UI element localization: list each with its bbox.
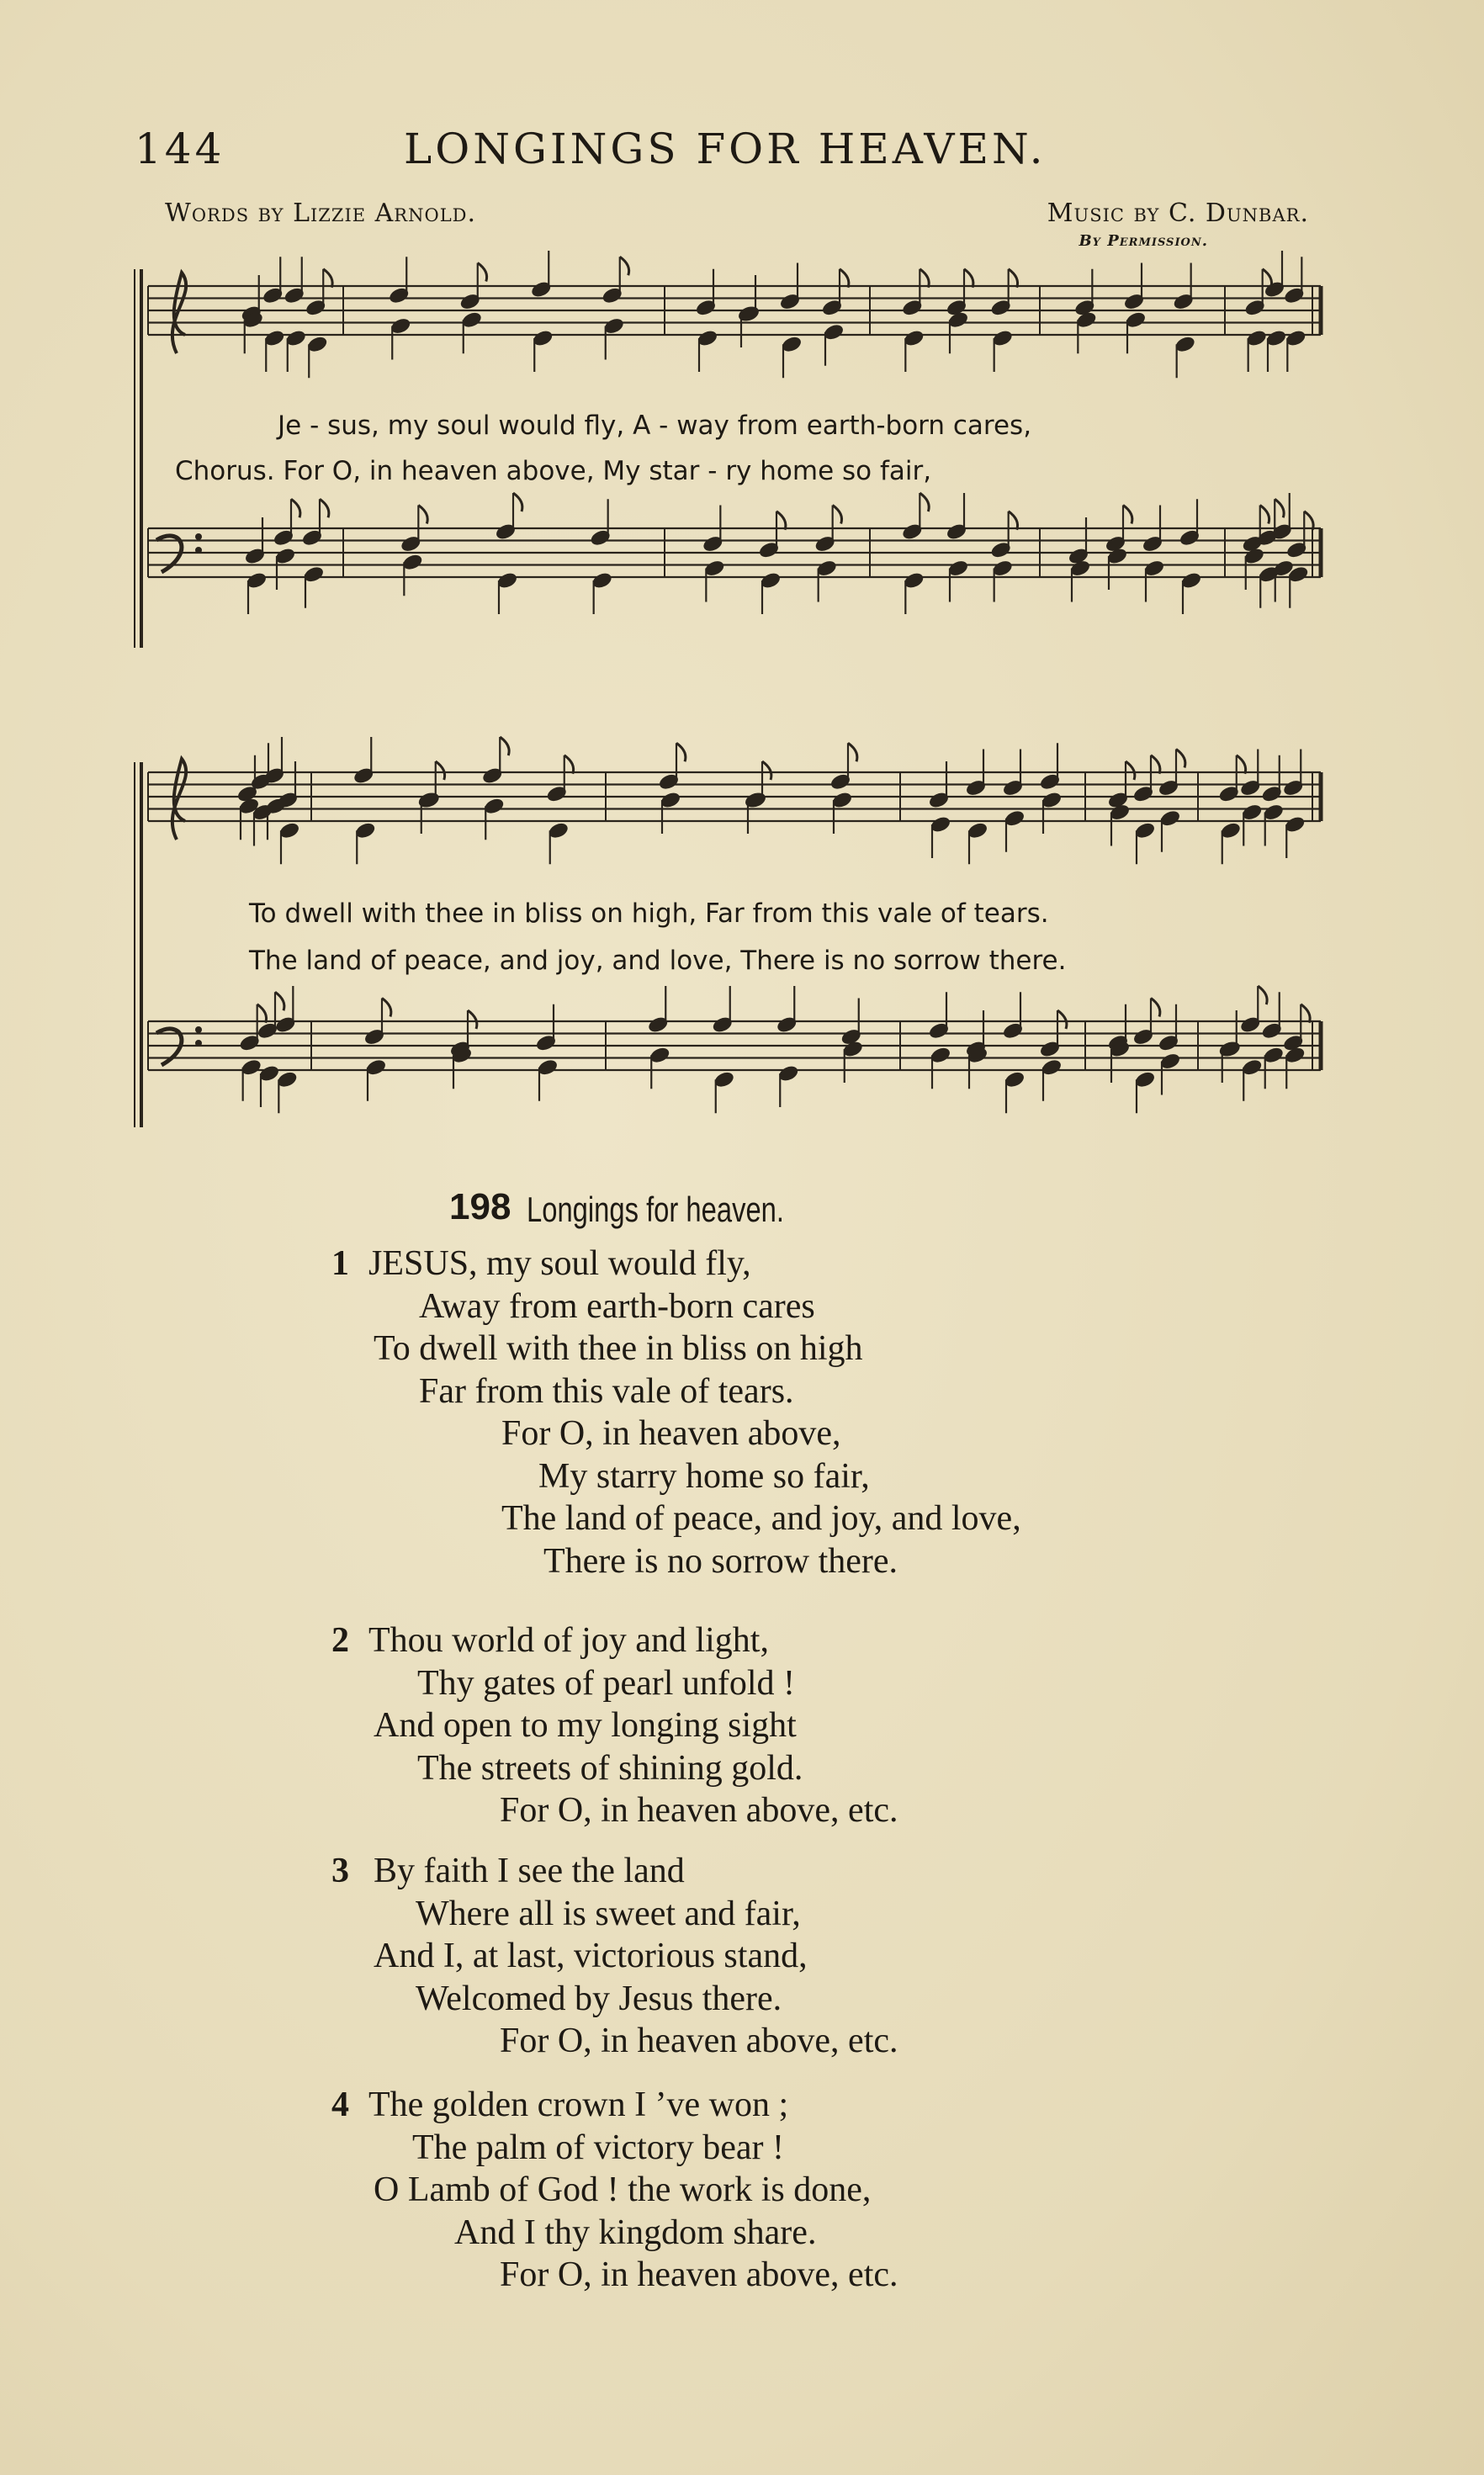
verse-line: And open to my longing sight (374, 1706, 797, 1745)
note-flag (436, 761, 445, 780)
note-flag (762, 761, 771, 780)
music-score (0, 0, 1484, 1178)
verse-line: JESUS, my soul would fly, (368, 1244, 751, 1283)
note-flag (291, 499, 300, 517)
note-flag (1009, 511, 1018, 530)
words-credit: Words by Lizzie Arnold. (165, 199, 477, 228)
verse-line: For O, in heaven above, (501, 1414, 841, 1453)
note-flag (478, 263, 487, 282)
hymn-title: Longings for heaven. (527, 1190, 784, 1229)
system2-chorus-lyric: The land of peace, and joy, and love, There is no sorrow there. (249, 946, 1067, 976)
note-flag (1237, 755, 1246, 774)
verse-line: My starry home so fair, (538, 1456, 870, 1496)
note-flag (676, 743, 686, 761)
verse-number: 1 (331, 1244, 349, 1283)
verse-line: Thy gates of pearl unfold ! (417, 1663, 796, 1703)
note-flag (257, 1004, 267, 1023)
note-flag (1126, 761, 1135, 780)
verse-line: For O, in heaven above, etc. (500, 1791, 898, 1830)
system2-verse-lyric: To dwell with thee in bliss on high, Far from this vale of tears. (249, 898, 1049, 929)
verse-number: 4 (331, 2085, 349, 2124)
note-flag (500, 737, 509, 755)
note-flag (382, 999, 391, 1017)
verse-line: The palm of victory bear ! (412, 2128, 784, 2167)
verse-line: And I thy kingdom share. (454, 2213, 817, 2252)
note-flag (275, 992, 284, 1010)
note-flag (513, 493, 522, 511)
verse-line: And I, at last, victorious stand, (374, 1937, 808, 1975)
verse-number: 2 (331, 1621, 349, 1660)
note-flag (1151, 999, 1160, 1017)
permission-note: By Permission. (1079, 232, 1208, 250)
note-flag (1123, 506, 1132, 524)
verse-line: O Lamb of God ! the work is done, (374, 2170, 872, 2209)
note-flag (920, 493, 929, 511)
verse-line: Away from earth-born cares (419, 1286, 815, 1326)
verse-line: By faith I see the land (374, 1852, 685, 1890)
verse-line: Where all is sweet and fair, (416, 1894, 801, 1933)
note-flag (418, 506, 427, 524)
note-flag (564, 755, 574, 774)
note-flag (1301, 1004, 1310, 1023)
note-flag (833, 506, 842, 524)
page-title: LONGINGS FOR HEAVEN. (404, 125, 1047, 173)
note-flag (776, 511, 786, 530)
treble-clef (172, 273, 186, 353)
note-flag (848, 743, 857, 761)
page-number: 144 (135, 125, 225, 173)
verse-line: Thou world of joy and light, (368, 1621, 769, 1660)
verse-number: 3 (331, 1852, 349, 1890)
note-flag (840, 269, 849, 288)
verse-line: To dwell with thee in bliss on high (374, 1329, 863, 1368)
note-flag (1176, 750, 1185, 768)
note-flag (323, 269, 332, 288)
note-flag (468, 1010, 477, 1029)
music-credit: Music by C. Dunbar. (1047, 199, 1309, 228)
treble-clef (172, 759, 186, 840)
verse-line: Far from this vale of tears. (419, 1371, 794, 1411)
system1-verse-lyric: Je - sus, my soul would fly, A - way from earth-born cares, (278, 411, 1032, 441)
note-flag (1009, 269, 1018, 288)
verse-line: The land of peace, and joy, and love, (501, 1499, 1021, 1538)
clef-dot (196, 1027, 202, 1033)
verse-line: For O, in heaven above, etc. (500, 2255, 898, 2294)
note-flag (1275, 499, 1284, 517)
verse-line: The streets of shining gold. (417, 1748, 803, 1788)
clef-dot (196, 1041, 202, 1047)
hymn-number: 198 (449, 1186, 511, 1227)
note-flag (620, 257, 629, 275)
verse-line: For O, in heaven above, etc. (500, 2022, 898, 2060)
verse-line: There is no sorrow there. (543, 1541, 898, 1581)
note-flag (1258, 986, 1267, 1004)
clef-dot (196, 548, 202, 554)
verse-line: The golden crown I ’ve won ; (368, 2085, 789, 2124)
system1-chorus-lyric: Chorus. For O, in heaven above, My star - ry home so fair, (175, 456, 932, 486)
note-flag (1260, 506, 1269, 524)
note-flag (1057, 1010, 1067, 1029)
note-flag (920, 269, 929, 288)
note-flag (320, 499, 329, 517)
note-flag (1151, 755, 1160, 774)
verse-line: Welcomed by Jesus there. (416, 1979, 782, 2018)
note-flag (1304, 511, 1313, 530)
clef-dot (196, 534, 202, 540)
note-flag (964, 269, 973, 288)
